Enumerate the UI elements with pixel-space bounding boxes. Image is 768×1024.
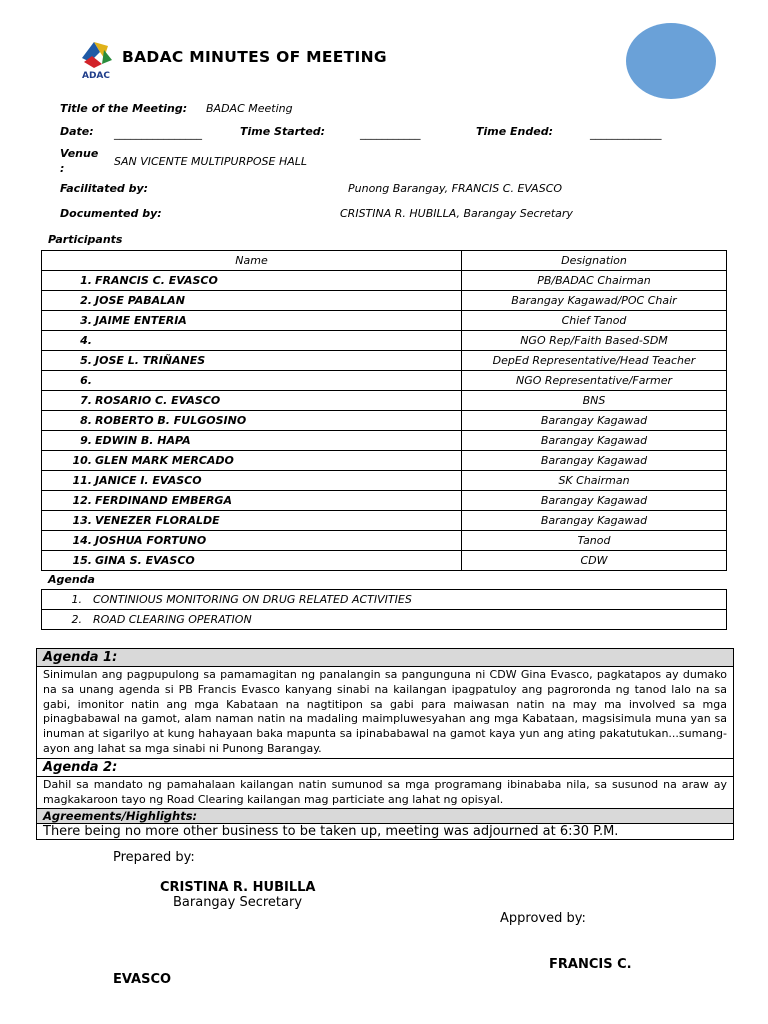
highlights-heading: Agreements/Highlights: bbox=[37, 809, 733, 824]
time-started-label: Time Started: bbox=[240, 125, 326, 138]
participant-row bbox=[42, 411, 727, 431]
participant-designation: NGO Representative/Farmer bbox=[462, 371, 727, 391]
participant-row bbox=[42, 311, 727, 331]
agenda-item-text: CONTINIOUS MONITORING ON DRUG RELATED ACTIVITIES bbox=[93, 593, 412, 606]
agenda1-heading: Agenda 1: bbox=[37, 649, 733, 667]
participant-name: JOSE PABALAN bbox=[95, 294, 185, 307]
time-started-value: ___________ bbox=[360, 127, 421, 140]
participant-row bbox=[42, 471, 727, 491]
minutes-box bbox=[36, 648, 734, 840]
approved-by-name-line2: EVASCO bbox=[113, 972, 172, 987]
participant-row bbox=[42, 351, 727, 371]
adac-logo bbox=[74, 36, 118, 80]
participant-number: 8. bbox=[80, 414, 92, 427]
agenda-item-number: 1. bbox=[71, 593, 82, 606]
participants-header-row bbox=[42, 251, 727, 271]
participant-name: GINA S. EVASCO bbox=[95, 554, 195, 567]
participant-number: 14. bbox=[72, 534, 92, 547]
participant-name-cell bbox=[42, 431, 462, 451]
venue-label: Venue bbox=[60, 147, 99, 160]
participant-number: 5. bbox=[80, 354, 92, 367]
participant-name-cell bbox=[42, 471, 462, 491]
participant-row bbox=[42, 511, 727, 531]
prepared-by-title: Barangay Secretary bbox=[173, 895, 303, 910]
participants-table bbox=[41, 250, 727, 571]
participant-number: 9. bbox=[80, 434, 92, 447]
participant-designation: Chief Tanod bbox=[462, 311, 727, 331]
name-column-header: Name bbox=[42, 251, 462, 271]
date-value: ________________ bbox=[114, 127, 202, 140]
participant-name: JOSE L. TRIÑANES bbox=[95, 354, 206, 367]
prepared-by-name: CRISTINA R. HUBILLA bbox=[160, 880, 316, 895]
participant-name: ROBERTO B. FULGOSINO bbox=[95, 414, 247, 427]
agenda-item-text: ROAD CLEARING OPERATION bbox=[93, 613, 252, 626]
participant-number: 4. bbox=[80, 334, 92, 347]
participant-number: 1. bbox=[80, 274, 92, 287]
participant-name-cell bbox=[42, 271, 462, 291]
participant-name-cell bbox=[42, 331, 462, 351]
document-title: BADAC MINUTES OF MEETING bbox=[122, 48, 387, 66]
participant-designation: BNS bbox=[462, 391, 727, 411]
facilitated-by-value: Punong Barangay, FRANCIS C. EVASCO bbox=[348, 182, 563, 195]
agenda-item-cell bbox=[42, 610, 727, 630]
participant-designation: PB/BADAC Chairman bbox=[462, 271, 727, 291]
approved-by-name-line1: FRANCIS C. bbox=[549, 957, 632, 972]
participant-number: 2. bbox=[80, 294, 92, 307]
participant-number: 7. bbox=[80, 394, 92, 407]
agenda2-text: Dahil sa mandato ng pamahalaan kailangan natin sumunod sa mga programang ibinababa nila, sa susunod na araw ay magkakaroon tayo ng Road Clearing kailangan mag particiate ang lahat ng opisyal. bbox=[37, 777, 733, 810]
participant-name: JAIME ENTERIA bbox=[95, 314, 187, 327]
participant-name: JOSHUA FORTUNO bbox=[95, 534, 207, 547]
documented-by-label: Documented by: bbox=[60, 207, 162, 220]
participant-name: VENEZER FLORALDE bbox=[95, 514, 220, 527]
facilitated-by-label: Facilitated by: bbox=[60, 182, 149, 195]
participant-row bbox=[42, 551, 727, 571]
venue-colon: : bbox=[60, 162, 65, 175]
documented-by-value: CRISTINA R. HUBILLA, Barangay Secretary bbox=[340, 207, 573, 220]
participant-designation: NGO Rep/Faith Based-SDM bbox=[462, 331, 727, 351]
designation-column-header: Designation bbox=[462, 251, 727, 271]
agenda-item-number: 2. bbox=[71, 613, 82, 626]
participant-row bbox=[42, 451, 727, 471]
participant-designation: Barangay Kagawad bbox=[462, 491, 727, 511]
agenda-row bbox=[42, 590, 727, 610]
blue-circle-seal bbox=[626, 23, 716, 99]
participant-name: JANICE I. EVASCO bbox=[95, 474, 202, 487]
participant-designation: Tanod bbox=[462, 531, 727, 551]
participant-name-cell bbox=[42, 371, 462, 391]
participant-number: 11. bbox=[72, 474, 92, 487]
participant-row bbox=[42, 491, 727, 511]
participant-number: 3. bbox=[80, 314, 92, 327]
participant-number: 6. bbox=[80, 374, 92, 387]
participant-name-cell bbox=[42, 411, 462, 431]
meeting-title-value: BADAC Meeting bbox=[206, 102, 293, 115]
agenda-table bbox=[41, 589, 727, 630]
participant-designation: Barangay Kagawad bbox=[462, 451, 727, 471]
venue-value: SAN VICENTE MULTIPURPOSE HALL bbox=[114, 155, 308, 168]
participant-number: 10. bbox=[72, 454, 92, 467]
agenda1-text: Sinimulan ang pagpupulong sa pamamagitan ng panalangin sa pangunguna ni CDW Gina Evasco, pagkatapos ay dumako na sa unang agenda si PB Francis Evasco kanyang sinabi na kailangan ipagpatuloy ang pagroronda ng tanod lalo na sa gabi, imonitor natin ang mga Kabataan na nagtitipon sa gabi para maiwasan natin na may ma involved sa mga pinagbabawal na gamot, alam naman natin na madaling maimpluwesyahan ang mga Kabataan, magsisimula muna yan sa inuman at sigarilyo at kung hahayaan baka mapunta sa ipinababawal na gamot kaya yun ang ating pakatutukan...sumang-ayon ang lahat sa mga sinabi ni Punong Barangay. bbox=[37, 667, 733, 759]
participant-name-cell bbox=[42, 351, 462, 371]
participant-row bbox=[42, 371, 727, 391]
participant-name-cell bbox=[42, 311, 462, 331]
time-ended-value: _____________ bbox=[590, 127, 662, 140]
participant-name-cell bbox=[42, 531, 462, 551]
participant-name: EDWIN B. HAPA bbox=[95, 434, 191, 447]
participant-name: FERDINAND EMBERGA bbox=[95, 494, 232, 507]
participant-designation: Barangay Kagawad bbox=[462, 411, 727, 431]
participant-designation: CDW bbox=[462, 551, 727, 571]
agenda-row bbox=[42, 610, 727, 630]
logo-text: ADAC bbox=[81, 71, 111, 80]
participant-name: ROSARIO C. EVASCO bbox=[95, 394, 221, 407]
participant-row bbox=[42, 331, 727, 351]
time-ended-label: Time Ended: bbox=[476, 125, 553, 138]
participant-name-cell bbox=[42, 391, 462, 411]
participant-number: 12. bbox=[72, 494, 92, 507]
agenda-label: Agenda bbox=[48, 573, 95, 586]
meeting-title-label: Title of the Meeting: bbox=[60, 102, 188, 115]
participant-name: GLEN MARK MERCADO bbox=[95, 454, 234, 467]
participant-name-cell bbox=[42, 551, 462, 571]
participant-designation: Barangay Kagawad bbox=[462, 511, 727, 531]
participant-row bbox=[42, 431, 727, 451]
participant-designation: Barangay Kagawad bbox=[462, 431, 727, 451]
participant-row bbox=[42, 391, 727, 411]
participant-name: FRANCIS C. EVASCO bbox=[95, 274, 218, 287]
participant-name-cell bbox=[42, 291, 462, 311]
prepared-by-label: Prepared by: bbox=[113, 850, 195, 865]
closing-statement: There being no more other business to be taken up, meeting was adjourned at 6:30 P.M. bbox=[43, 824, 619, 840]
participants-label: Participants bbox=[48, 233, 123, 246]
participant-designation: Barangay Kagawad/POC Chair bbox=[462, 291, 727, 311]
agenda-item-cell bbox=[42, 590, 727, 610]
participant-name-cell bbox=[42, 451, 462, 471]
date-label: Date: bbox=[60, 125, 94, 138]
participant-number: 15. bbox=[72, 554, 92, 567]
participant-name-cell bbox=[42, 491, 462, 511]
agenda2-heading: Agenda 2: bbox=[37, 759, 733, 777]
participant-designation: SK Chairman bbox=[462, 471, 727, 491]
participant-row bbox=[42, 271, 727, 291]
participant-name-cell bbox=[42, 511, 462, 531]
participant-row bbox=[42, 531, 727, 551]
approved-by-label: Approved by: bbox=[500, 911, 586, 926]
participant-row bbox=[42, 291, 727, 311]
participant-number: 13. bbox=[72, 514, 92, 527]
participant-designation: DepEd Representative/Head Teacher bbox=[462, 351, 727, 371]
